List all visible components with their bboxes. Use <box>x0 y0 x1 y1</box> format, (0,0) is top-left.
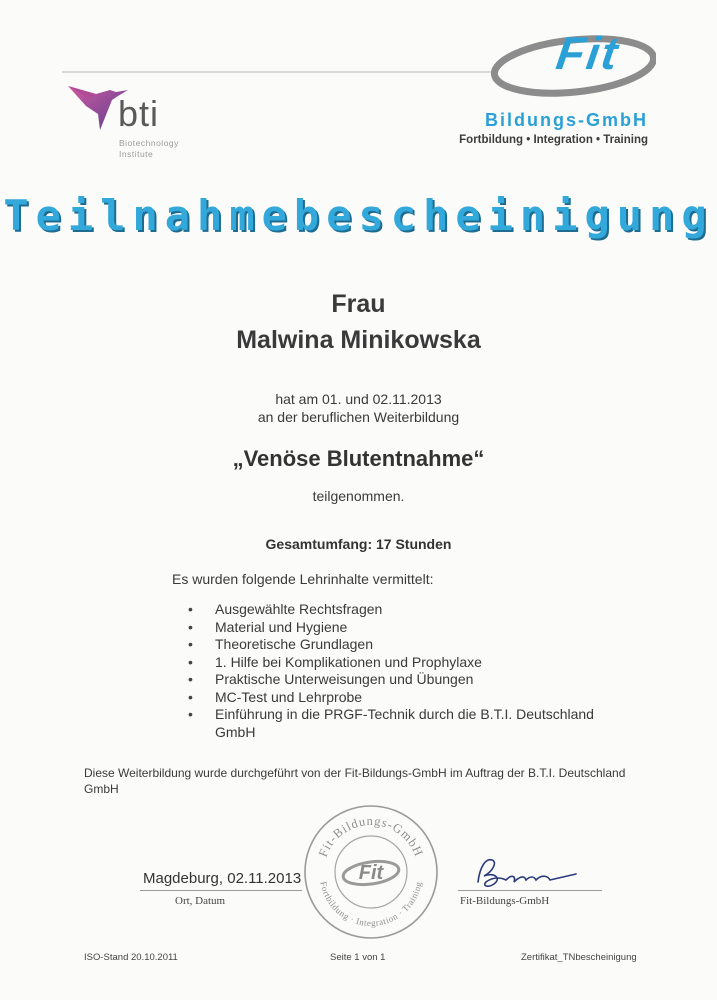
bti-subtitle-line-2: Institute <box>119 149 154 159</box>
participant-name: Malwina Minikowska <box>236 326 481 354</box>
signature-line <box>458 890 602 891</box>
attendance-date: hat am 01. und 02.11.2013 <box>275 391 442 407</box>
topic-item: • 1. Hilfe bei Komplikationen und Prophylaxe <box>186 654 646 672</box>
provider-note: Diese Weiterbildung wurde durchgeführt von der Fit-Bildungs-GmbH im Auftrag der B.T.I. Deutschland GmbH <box>84 766 626 796</box>
topic-item: • Material und Hygiene <box>186 619 646 637</box>
topics-list <box>186 601 646 741</box>
topic-item: • Theoretische Grundlagen <box>186 636 646 654</box>
certificate-title: Teilnahmebescheinigung <box>3 191 714 240</box>
course-title: „Venöse Blutentnahme“ <box>232 446 485 471</box>
footer-iso-status: ISO-Stand 20.10.2011 <box>84 952 178 963</box>
place-date: Magdeburg, 02.11.2013 <box>143 870 302 887</box>
bti-wordmark: bti <box>118 93 160 134</box>
svg-text:Fortbildung · Integration · Tr <box>318 881 423 928</box>
topic-item: • Praktische Unterweisungen und Übungen <box>186 671 646 689</box>
handwritten-signature <box>472 852 582 894</box>
topic-item: • Einführung in die PRGF-Technik durch die B.T.I. Deutschland GmbH <box>186 706 635 741</box>
fit-company-name: Bildungs-GmbH <box>485 110 648 130</box>
salutation: Frau <box>331 290 386 318</box>
stamp-top-text: Fit-Bildungs-GmbH <box>315 813 427 859</box>
topics-intro: Es wurden folgende Lehrinhalte vermittelt: <box>172 571 434 587</box>
topic-item: • Ausgewählte Rechtsfragen <box>186 601 646 619</box>
stamp-center-text: Fit <box>358 862 384 884</box>
topic-item: • MC-Test und Lehrprobe <box>186 689 646 707</box>
attendance-context: an der beruflichen Weiterbildung <box>257 409 460 425</box>
bti-subtitle <box>119 138 179 160</box>
header-divider <box>62 71 492 73</box>
completion-text: teilgenommen. <box>312 488 405 504</box>
fit-stamp <box>302 803 440 941</box>
place-date-line <box>140 890 302 891</box>
footer-page-number: Seite 1 von 1 <box>330 952 386 963</box>
total-hours: Gesamtumfang: 17 Stunden <box>265 536 452 552</box>
stamp-bottom-text: Fortbildung · Integration · Training <box>318 880 424 929</box>
footer-document-name: Zertifikat_TNbescheinigung <box>521 952 637 963</box>
fit-tagline: Fortbildung • Integration • Training <box>459 134 648 146</box>
bti-subtitle-line-1: Biotechnology <box>119 138 179 148</box>
fit-logo-text: Fit <box>553 27 623 79</box>
signer-caption: Fit-Bildungs-GmbH <box>460 895 550 907</box>
place-date-caption: Ort, Datum <box>175 895 226 907</box>
